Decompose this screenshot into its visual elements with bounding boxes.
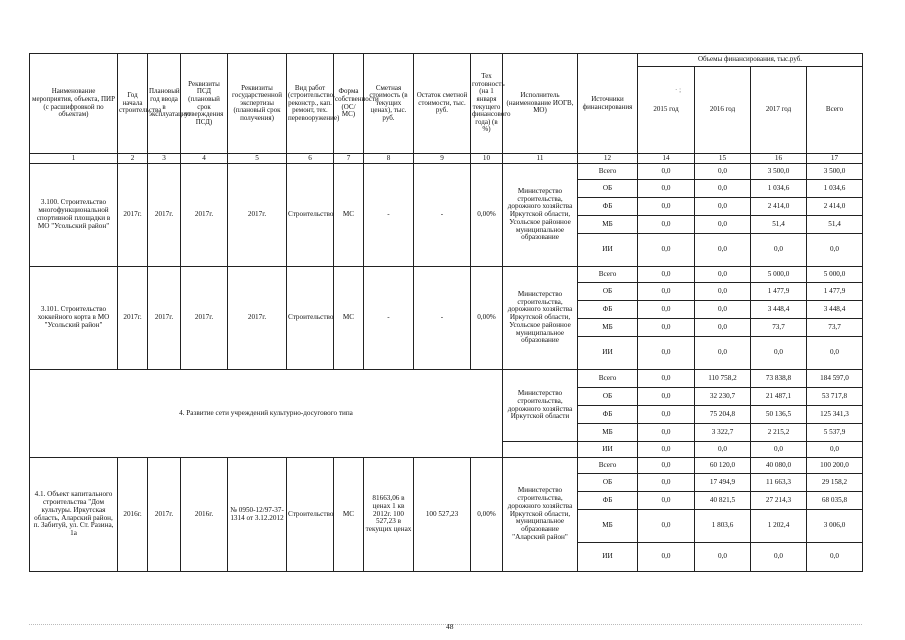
remaining-cost: - bbox=[414, 267, 471, 370]
ownership: МС bbox=[334, 267, 364, 370]
value-2016: 0,0 bbox=[695, 543, 751, 572]
table-row bbox=[30, 267, 863, 283]
value-total: 1 034,6 bbox=[807, 180, 863, 198]
section-title: 4. Развитие сети учреждений культурно-досугового типа bbox=[30, 370, 503, 458]
funding-source: ОБ bbox=[578, 388, 638, 406]
header-ownership: Форма собственности (ОС/МС) bbox=[334, 54, 364, 154]
funding-source: Всего bbox=[578, 164, 638, 180]
value-2016: 0,0 bbox=[695, 180, 751, 198]
table-body bbox=[30, 54, 863, 572]
funding-source: МБ bbox=[578, 510, 638, 543]
funding-source: Всего bbox=[578, 370, 638, 388]
value-2015: 0,0 bbox=[638, 510, 695, 543]
page-number: 48 bbox=[446, 622, 454, 631]
value-total: 51,4 bbox=[807, 216, 863, 234]
header-name: Наименование мероприятия, объекта, ПИР (с расшифровкой по объектам) bbox=[30, 54, 118, 154]
value-2017: 51,4 bbox=[751, 216, 807, 234]
value-2016: 3 322,7 bbox=[695, 424, 751, 442]
value-2015: 0,0 bbox=[638, 492, 695, 510]
funding-source: Всего bbox=[578, 267, 638, 283]
executor: Министерство строительства, дорожного хозяйства Иркутской области, Усольское районное муниципальное образование bbox=[503, 267, 578, 370]
value-2015: 0,0 bbox=[638, 543, 695, 572]
value-2017: 0,0 bbox=[751, 234, 807, 267]
value-2017: 3 448,4 bbox=[751, 301, 807, 319]
readiness: 0,00% bbox=[471, 267, 503, 370]
funding-source: ФБ bbox=[578, 301, 638, 319]
work-type: Строительство bbox=[287, 164, 334, 267]
value-total: 3 006,0 bbox=[807, 510, 863, 543]
header-remaining: Остаток сметной стоимости, тыс. руб. bbox=[414, 54, 471, 154]
value-total: 0,0 bbox=[807, 442, 863, 458]
value-2016: 0,0 bbox=[695, 442, 751, 458]
value-2015: 0,0 bbox=[638, 267, 695, 283]
value-2017: 11 663,3 bbox=[751, 474, 807, 492]
object-name: 3.100. Строительство многофункциональной спортивной площадки в МО "Усольский район" bbox=[30, 164, 118, 267]
expertise-details: 2017г. bbox=[228, 164, 287, 267]
header-psd: Реквизиты ПСД (плановый срок утверждения ПСД) bbox=[181, 54, 228, 154]
value-2015: 0,0 bbox=[638, 283, 695, 301]
table-row bbox=[30, 458, 863, 474]
table-row bbox=[30, 370, 863, 388]
value-2017: 2 414,0 bbox=[751, 198, 807, 216]
value-2017: 0,0 bbox=[751, 543, 807, 572]
plan-year: 2017г. bbox=[148, 164, 181, 267]
colnum: 10 bbox=[471, 154, 503, 164]
value-2015: 0,0 bbox=[638, 458, 695, 474]
funding-source: ФБ bbox=[578, 198, 638, 216]
value-2016: 60 120,0 bbox=[695, 458, 751, 474]
colnum: 9 bbox=[414, 154, 471, 164]
value-2017: 0,0 bbox=[751, 337, 807, 370]
value-total: 0,0 bbox=[807, 234, 863, 267]
estimate-cost: 81663,06 в ценах 1 кв 2012г. 100 527,23 в текущих ценах bbox=[364, 458, 414, 572]
value-2015: 0,0 bbox=[638, 337, 695, 370]
value-2016: 75 204,8 bbox=[695, 406, 751, 424]
value-2017: 73 838,8 bbox=[751, 370, 807, 388]
funding-source: ФБ bbox=[578, 492, 638, 510]
plan-year: 2017г. bbox=[148, 267, 181, 370]
value-2017: 40 080,0 bbox=[751, 458, 807, 474]
header-sources: Источники финансирования bbox=[578, 54, 638, 154]
object-name: 3.101. Строительство хоккейного корта в МО "Усольский район" bbox=[30, 267, 118, 370]
value-2017: 2 215,2 bbox=[751, 424, 807, 442]
value-2017: 27 214,3 bbox=[751, 492, 807, 510]
plan-year: 2017г. bbox=[148, 458, 181, 572]
funding-source: ИИ bbox=[578, 543, 638, 572]
colnum: 6 bbox=[287, 154, 334, 164]
value-2016: 0,0 bbox=[695, 198, 751, 216]
value-2016: 40 821,5 bbox=[695, 492, 751, 510]
value-2016: 0,0 bbox=[695, 216, 751, 234]
header-funding: Объемы финансирования, тыс.руб. bbox=[638, 54, 863, 67]
funding-source: МБ bbox=[578, 216, 638, 234]
psd-details: 2017г. bbox=[181, 267, 228, 370]
value-total: 68 035,8 bbox=[807, 492, 863, 510]
value-total: 3 448,4 bbox=[807, 301, 863, 319]
value-total: 125 341,3 bbox=[807, 406, 863, 424]
value-2015: 0,0 bbox=[638, 442, 695, 458]
value-2015: 0,0 bbox=[638, 301, 695, 319]
funding-source: МБ bbox=[578, 319, 638, 337]
colnum: 12 bbox=[578, 154, 638, 164]
table-row bbox=[30, 164, 863, 180]
value-2016: 17 494,9 bbox=[695, 474, 751, 492]
header-estimate: Сметная стоимость (в текущих ценах), тыс. руб. bbox=[364, 54, 414, 154]
value-total: 3 500,0 bbox=[807, 164, 863, 180]
investment-table bbox=[29, 53, 863, 572]
psd-details: 2016г. bbox=[181, 458, 228, 572]
colnum: 15 bbox=[695, 154, 751, 164]
value-total: 53 717,8 bbox=[807, 388, 863, 406]
value-2015: 0,0 bbox=[638, 164, 695, 180]
value-2016: 0,0 bbox=[695, 319, 751, 337]
colnum: 17 bbox=[807, 154, 863, 164]
ownership: МС bbox=[334, 458, 364, 572]
value-total: 2 414,0 bbox=[807, 198, 863, 216]
executor: Министерство строительства, дорожного хозяйства Иркутской области bbox=[503, 370, 578, 442]
object-name: 4.1. Объект капитального строительства "Дом культуры. Иркутская область, Аларский район, п. Забитуй, ул. Ст. Разина, 1а bbox=[30, 458, 118, 572]
value-2016: 0,0 bbox=[695, 301, 751, 319]
funding-source: ИИ bbox=[578, 234, 638, 267]
value-2016: 32 230,7 bbox=[695, 388, 751, 406]
colnum: 11 bbox=[503, 154, 578, 164]
header-plan-year: Плановый год ввода в эксплуатацию bbox=[148, 54, 181, 154]
value-total: 100 200,0 bbox=[807, 458, 863, 474]
remaining-cost: - bbox=[414, 164, 471, 267]
executor: Министерство строительства, дорожного хозяйства Иркутской области, муниципальное образование "Аларский район" bbox=[503, 458, 578, 572]
value-2016: 110 758,2 bbox=[695, 370, 751, 388]
header-work-type: Вид работ (строительство, реконстр., кап. ремонт, тех. перевооружение) bbox=[287, 54, 334, 154]
estimate-cost: - bbox=[364, 267, 414, 370]
colnum: 16 bbox=[751, 154, 807, 164]
header-total: Всего bbox=[807, 67, 863, 154]
value-total: 29 158,2 bbox=[807, 474, 863, 492]
header-executor: Исполнитель (наименование ИОГВ, МО) bbox=[503, 54, 578, 154]
colnum: 4 bbox=[181, 154, 228, 164]
value-2015: 0,0 bbox=[638, 198, 695, 216]
value-total: 5 000,0 bbox=[807, 267, 863, 283]
value-2017: 21 487,1 bbox=[751, 388, 807, 406]
header-2016: 2016 год bbox=[695, 67, 751, 154]
value-2016: 1 803,6 bbox=[695, 510, 751, 543]
value-total: 73,7 bbox=[807, 319, 863, 337]
funding-source: ОБ bbox=[578, 283, 638, 301]
colnum: 2 bbox=[118, 154, 148, 164]
colnum: 5 bbox=[228, 154, 287, 164]
value-2015: 0,0 bbox=[638, 388, 695, 406]
value-2017: 73,7 bbox=[751, 319, 807, 337]
work-type: Строительство bbox=[287, 458, 334, 572]
value-2015: 0,0 bbox=[638, 424, 695, 442]
value-2017: 1 477,9 bbox=[751, 283, 807, 301]
value-2015: 0,0 bbox=[638, 319, 695, 337]
value-2016: 0,0 bbox=[695, 164, 751, 180]
funding-source: ОБ bbox=[578, 180, 638, 198]
value-2015: 0,0 bbox=[638, 216, 695, 234]
value-2016: 0,0 bbox=[695, 283, 751, 301]
value-2015: 0,0 bbox=[638, 406, 695, 424]
value-2017: 3 500,0 bbox=[751, 164, 807, 180]
funding-source: ИИ bbox=[578, 442, 638, 458]
value-2017: 1 034,6 bbox=[751, 180, 807, 198]
expertise-details: № 0950-12/97-37-1314 от 3.12.2012 bbox=[228, 458, 287, 572]
colnum: 14 bbox=[638, 154, 695, 164]
executor-blank bbox=[503, 442, 578, 458]
value-2015: 0,0 bbox=[638, 234, 695, 267]
colnum: 8 bbox=[364, 154, 414, 164]
value-2017: 50 136,5 bbox=[751, 406, 807, 424]
value-total: 5 537,9 bbox=[807, 424, 863, 442]
value-total: 1 477,9 bbox=[807, 283, 863, 301]
header-start-year: Год начала строительства bbox=[118, 54, 148, 154]
value-total: 0,0 bbox=[807, 337, 863, 370]
estimate-cost: - bbox=[364, 164, 414, 267]
funding-source: ФБ bbox=[578, 406, 638, 424]
ownership: МС bbox=[334, 164, 364, 267]
colnum: 3 bbox=[148, 154, 181, 164]
psd-details: 2017г. bbox=[181, 164, 228, 267]
value-2017: 1 202,4 bbox=[751, 510, 807, 543]
value-total: 184 597,0 bbox=[807, 370, 863, 388]
readiness: 0,00% bbox=[471, 164, 503, 267]
remaining-cost: 100 527,23 bbox=[414, 458, 471, 572]
start-year: 2016г. bbox=[118, 458, 148, 572]
value-2016: 0,0 bbox=[695, 337, 751, 370]
value-total: 0,0 bbox=[807, 543, 863, 572]
funding-source: Всего bbox=[578, 458, 638, 474]
header-row-top bbox=[30, 54, 863, 67]
start-year: 2017г. bbox=[118, 164, 148, 267]
value-2016: 0,0 bbox=[695, 234, 751, 267]
header-2017: 2017 год bbox=[751, 67, 807, 154]
scan-mark: · ; bbox=[675, 86, 682, 94]
funding-source: ИИ bbox=[578, 337, 638, 370]
value-2015: 0,0 bbox=[638, 180, 695, 198]
header-2015: 2015 год bbox=[638, 67, 695, 154]
header-expertise: Реквизиты государственной экспертизы (плановый срок получения) bbox=[228, 54, 287, 154]
work-type: Строительство bbox=[287, 267, 334, 370]
column-number-row bbox=[30, 154, 863, 164]
value-2015: 0,0 bbox=[638, 370, 695, 388]
funding-source: ОБ bbox=[578, 474, 638, 492]
expertise-details: 2017г. bbox=[228, 267, 287, 370]
colnum: 1 bbox=[30, 154, 118, 164]
start-year: 2017г. bbox=[118, 267, 148, 370]
header-readiness: Тех готовность (на 1 января текущего финансового года) (в %) bbox=[471, 54, 503, 154]
value-2017: 5 000,0 bbox=[751, 267, 807, 283]
colnum: 7 bbox=[334, 154, 364, 164]
readiness: 0,00% bbox=[471, 458, 503, 572]
value-2017: 0,0 bbox=[751, 442, 807, 458]
funding-source: МБ bbox=[578, 424, 638, 442]
value-2015: 0,0 bbox=[638, 474, 695, 492]
value-2016: 0,0 bbox=[695, 267, 751, 283]
executor: Министерство строительства, дорожного хозяйства Иркутской области, Усольское районное муниципальное образование bbox=[503, 164, 578, 267]
